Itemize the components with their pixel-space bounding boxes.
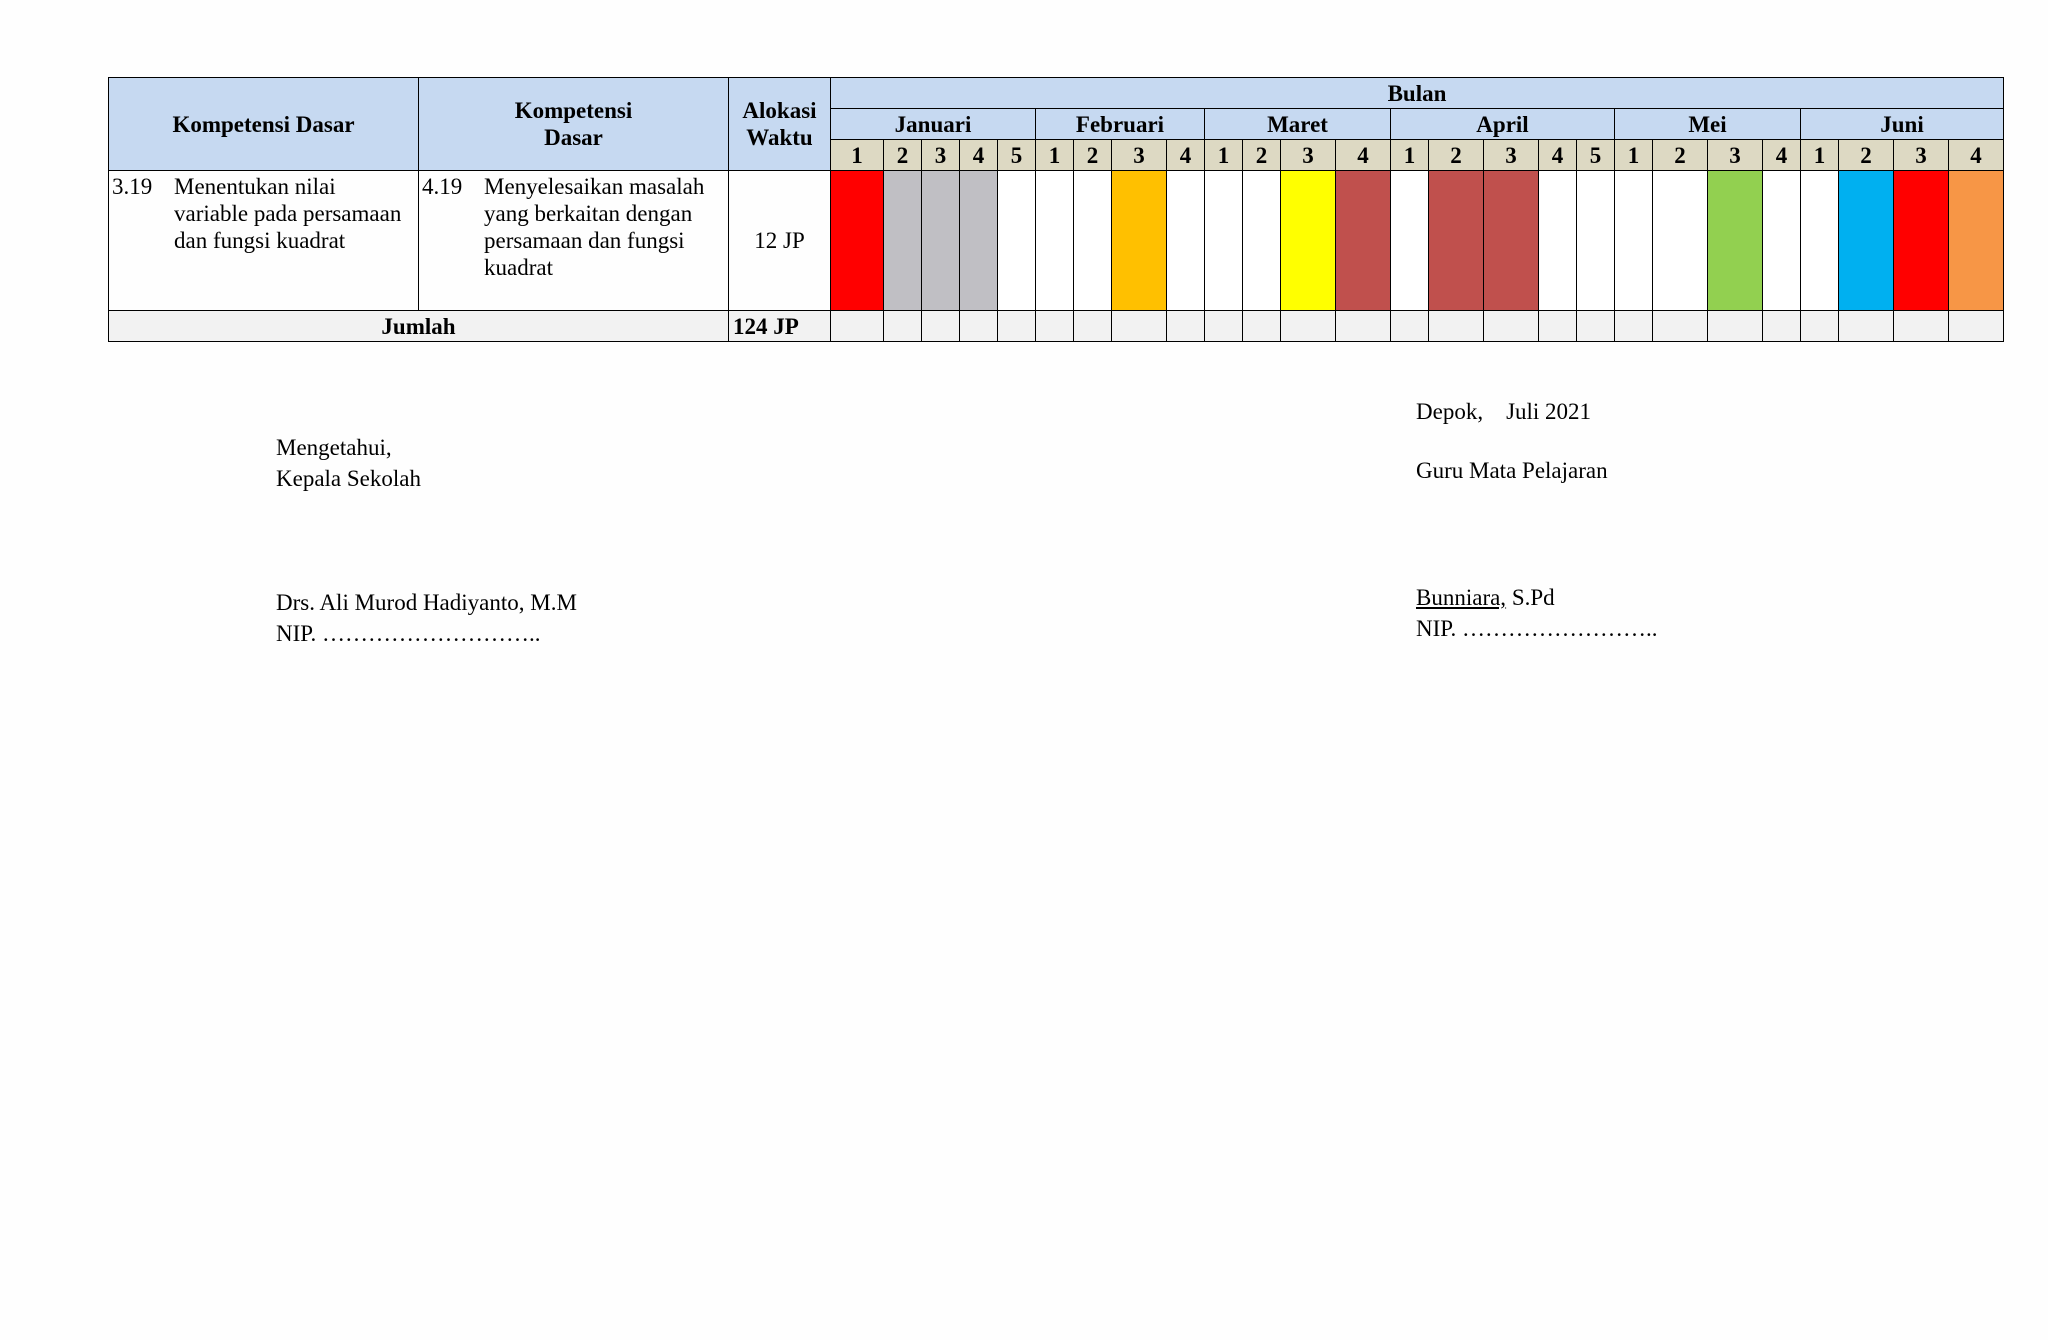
principal-nip: NIP. ……………………….. [276,621,541,646]
teacher-nip: NIP. …………………….. [1416,616,1658,641]
week-number: 2 [884,140,922,171]
left-signature-block [276,432,577,649]
schedule-table [108,77,2004,342]
schedule-week-cell [1708,171,1763,311]
right-signature-block [1416,396,1658,644]
schedule-week-cell [1281,171,1336,311]
total-week-cell [1205,311,1243,342]
kd1-cell [109,171,419,311]
schedule-week-cell [1801,171,1839,311]
week-number: 2 [1074,140,1112,171]
alokasi-waktu-header [729,78,831,171]
jumlah-label: Jumlah [109,311,729,342]
schedule-week-cell [1653,171,1708,311]
week-number: 2 [1653,140,1708,171]
week-number: 3 [1708,140,1763,171]
schedule-week-cell [1839,171,1894,311]
week-number: 3 [922,140,960,171]
week-number: 1 [1036,140,1074,171]
total-week-cell [1708,311,1763,342]
week-number: 2 [1429,140,1484,171]
week-number: 1 [1801,140,1839,171]
schedule-week-cell [1429,171,1484,311]
month-februari: Februari [1036,109,1205,140]
total-week-cell [1577,311,1615,342]
month-mei: Mei [1615,109,1801,140]
alokasi-waktu-value: 12 JP [729,171,831,311]
total-week-cell [1539,311,1577,342]
total-week-cell [1894,311,1949,342]
month-juni: Juni [1801,109,2004,140]
week-number: 4 [1763,140,1801,171]
schedule-week-cell [1484,171,1539,311]
header-row-1 [109,78,2004,109]
kd2-cell [419,171,729,311]
week-number: 4 [1539,140,1577,171]
kompetensi-dasar-header: Kompetensi Dasar [109,78,419,171]
principal-name: Drs. Ali Murod Hadiyanto, M.M [276,590,577,615]
schedule-week-cell [1336,171,1391,311]
kd1-code: 3.19 [112,174,153,199]
month-maret: Maret [1205,109,1391,140]
week-number: 4 [1949,140,2004,171]
week-number: 5 [998,140,1036,171]
total-week-cell [1763,311,1801,342]
total-week-cell [1653,311,1708,342]
total-week-cell [831,311,884,342]
alokasi-waktu-label: Alokasi Waktu [742,98,817,150]
week-number: 2 [1839,140,1894,171]
week-number: 3 [1281,140,1336,171]
teacher-name-suffix: S.Pd [1506,585,1555,610]
schedule-week-cell [884,171,922,311]
total-row [109,311,2004,342]
week-number: 4 [1336,140,1391,171]
total-week-cell [998,311,1036,342]
schedule-week-cell [1074,171,1112,311]
kd-row [109,171,2004,311]
kd1-text: Menentukan nilai variable pada persamaan dan fungsi kuadrat [174,174,402,253]
total-week-cell [1243,311,1281,342]
schedule-week-cell [1949,171,2004,311]
total-week-cell [1839,311,1894,342]
month-april: April [1391,109,1615,140]
schedule-week-cell [998,171,1036,311]
schedule-week-cell [1391,171,1429,311]
schedule-week-cell [1539,171,1577,311]
week-number: 3 [1484,140,1539,171]
week-number: 1 [1205,140,1243,171]
kd2-code: 4.19 [422,174,463,199]
total-week-cell [1615,311,1653,342]
total-week-cell [1281,311,1336,342]
week-number: 1 [1615,140,1653,171]
jumlah-value: 124 JP [729,311,831,342]
week-number: 5 [1577,140,1615,171]
total-week-cell [1801,311,1839,342]
total-week-cell [1336,311,1391,342]
week-number: 2 [1243,140,1281,171]
kompetensi-dasar-2-label: Kompetensi Dasar [514,98,633,150]
schedule-week-cell [1243,171,1281,311]
teacher-name [1416,582,1658,613]
total-week-cell [1112,311,1167,342]
schedule-week-cell [960,171,998,311]
guru-mata-pelajaran-text: Guru Mata Pelajaran [1416,458,1608,483]
week-number: 1 [831,140,884,171]
schedule-week-cell [1615,171,1653,311]
teacher-name-underlined: Bunniara, [1416,585,1507,610]
total-week-cell [1391,311,1429,342]
place-date-text: Depok, Juli 2021 [1416,399,1592,424]
schedule-week-cell [1167,171,1205,311]
schedule-week-cell [922,171,960,311]
mengetahui-text: Mengetahui, [276,435,392,460]
total-week-cell [1167,311,1205,342]
month-januari: Januari [831,109,1036,140]
schedule-week-cell [1577,171,1615,311]
schedule-week-cell [1205,171,1243,311]
week-number: 1 [1391,140,1429,171]
week-number: 4 [960,140,998,171]
schedule-week-cell [1763,171,1801,311]
week-number: 3 [1894,140,1949,171]
schedule-week-cell [1112,171,1167,311]
kd2-text: Menyelesaikan masalah yang berkaitan dengan persamaan dan fungsi kuadrat [484,174,705,280]
kepala-sekolah-text: Kepala Sekolah [276,466,421,491]
week-number: 4 [1167,140,1205,171]
total-week-cell [1074,311,1112,342]
schedule-week-cell [1036,171,1074,311]
total-week-cell [922,311,960,342]
total-week-cell [1429,311,1484,342]
schedule-week-cell [831,171,884,311]
kompetensi-dasar-2-header [419,78,729,171]
total-week-cell [960,311,998,342]
total-week-cell [1036,311,1074,342]
total-week-cell [1484,311,1539,342]
schedule-week-cell [1894,171,1949,311]
total-week-cell [884,311,922,342]
bulan-header: Bulan [831,78,2004,109]
week-number: 3 [1112,140,1167,171]
total-week-cell [1949,311,2004,342]
